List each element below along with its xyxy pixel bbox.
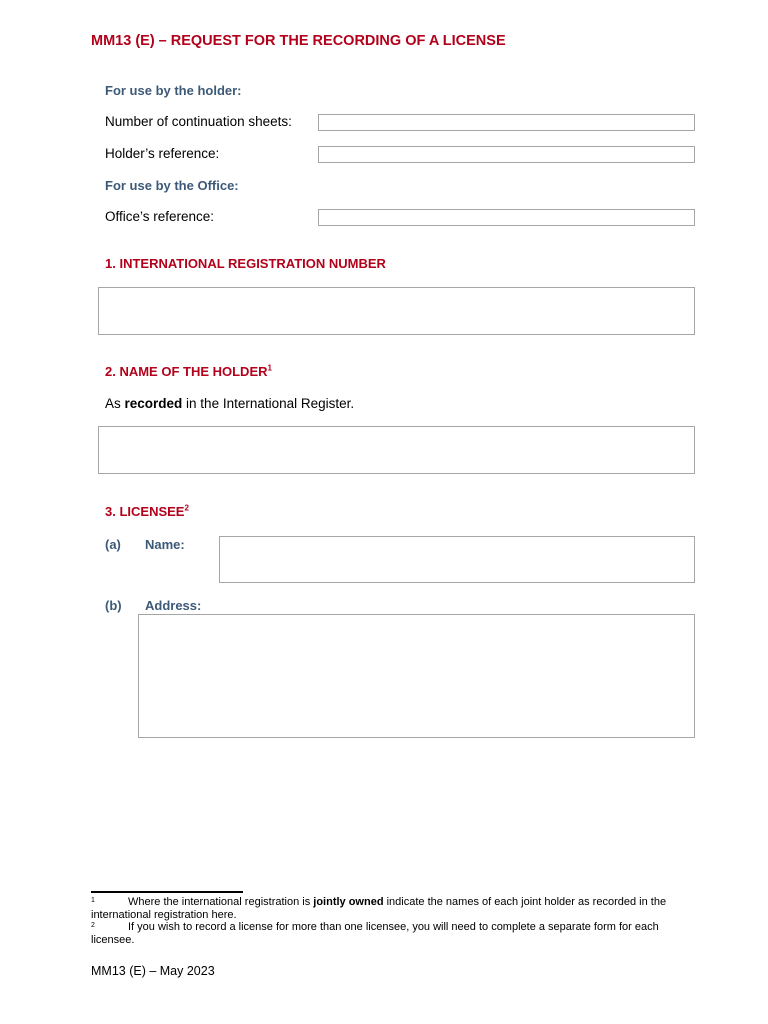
licensee-name-field[interactable]: [219, 536, 695, 583]
footnote-separator: [91, 891, 243, 893]
instruction-text-before: As: [105, 396, 125, 411]
section-3-heading: [105, 504, 189, 519]
footnote-2-text: If you wish to record a license for more than one licensee, you will need to complete a separate form for each licensee.: [91, 921, 659, 946]
office-use-heading: For use by the Office:: [105, 178, 239, 193]
holder-use-heading: For use by the holder:: [105, 83, 242, 98]
licensee-address-marker: (b): [105, 598, 122, 613]
footnote-1: [91, 896, 701, 921]
instruction-text-bold: recorded: [124, 396, 183, 411]
licensee-name-label: Name:: [145, 537, 185, 552]
footnote-ref-2: 2: [184, 503, 189, 513]
footnote-1-text-bold: jointly owned: [313, 896, 384, 908]
continuation-sheets-field[interactable]: [318, 114, 695, 131]
licensee-address-label: Address:: [145, 598, 202, 613]
holder-name-field[interactable]: [98, 426, 695, 474]
continuation-sheets-label: Number of continuation sheets:: [105, 114, 292, 129]
footnote-2-mark: 2: [91, 922, 95, 929]
section-2-heading-text: 2. NAME OF THE HOLDER: [105, 364, 268, 379]
instruction-text-after: in the International Register.: [182, 396, 355, 411]
holder-reference-label: Holder’s reference:: [105, 146, 220, 161]
international-registration-number-field[interactable]: [98, 287, 695, 335]
page-title: MM13 (E) – REQUEST FOR THE RECORDING OF A LICENSE: [91, 33, 506, 49]
footnote-1-text-before: Where the international registration is: [128, 896, 314, 908]
footnote-1-mark: 1: [91, 897, 95, 904]
holder-name-instruction: [105, 396, 354, 411]
page-footer: MM13 (E) – May 2023: [91, 964, 215, 978]
footnote-1-text-after: indicate the names of each joint holder as recorded in the international registration here.: [91, 896, 667, 921]
holder-reference-field[interactable]: [318, 146, 695, 163]
office-reference-field[interactable]: [318, 209, 695, 226]
footnote-2: [91, 921, 701, 946]
section-1-heading: 1. INTERNATIONAL REGISTRATION NUMBER: [105, 256, 386, 271]
office-reference-label: Office’s reference:: [105, 209, 215, 224]
section-2-heading: [105, 364, 272, 379]
section-3-heading-text: 3. LICENSEE: [105, 504, 185, 519]
footnote-ref-1: 1: [267, 363, 272, 373]
licensee-name-marker: (a): [105, 537, 121, 552]
licensee-address-field[interactable]: [138, 614, 695, 738]
